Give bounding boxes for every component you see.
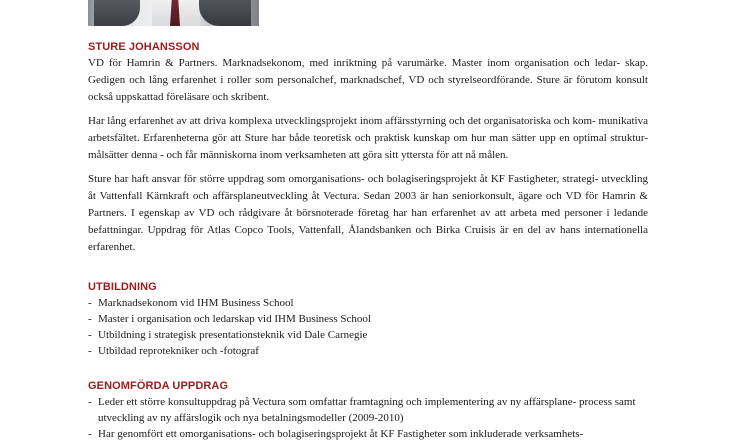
education-list bbox=[88, 295, 648, 359]
list-item: - Master i organisation och ledarskap vid IHM Business School bbox=[88, 313, 371, 325]
profile-photo bbox=[88, 0, 259, 26]
list-item: - Marknadsekonom vid IHM Business School bbox=[88, 297, 294, 309]
assignments-heading: GENOMFÖRDA UPPDRAG bbox=[88, 380, 229, 392]
document-body bbox=[88, 40, 648, 442]
bio-paragraph-2: Har lång erfarenhet av att driva komplexa utvecklingsprojekt inom affärsstyrning och det organisatoriska och kom- munikativa arbetsfältet. Erfarenheterna gör att Sture har både teoretisk och praktisk kunskap om hur man sätter upp en optimal struktur- målsätter denna - och får människorna inom verksamheten att göra sitt yttersta för att nå målen. bbox=[88, 115, 648, 161]
bio-paragraph-3: Sture har haft ansvar för större uppdrag som omorganisations- och bolagiseringsprojekt åt KF Fastigheter, strategi- utveckling åt Vattenfall Kärnkraft och affärsplaneutveckling åt Vectura. Sedan 2003 är han seniorkonsult, ägare och VD för Hamrin & Partners. I egenskap av VD och rådgivare åt börsnoterade företag har han erfarenhet av att arbeta med personer i ledande befattningar. Uppdrag för Atlas Copco Tools, Vattenfall, Ålandsbanken och Birka Cruisis är en del av hans internationella erfarenhet. bbox=[88, 173, 648, 253]
education-heading: UTBILDNING bbox=[88, 281, 157, 293]
photo-tie bbox=[170, 0, 180, 26]
bio-paragraph-1: VD för Hamrin & Partners. Marknadsekonom, med inriktning på varumärke. Master inom organisation och ledar- skap. Gedigen och lång erfarenhet i roller som personalchef, marknadschef, VD och styrelseordförande. Sture är förutom konsult också uppskattad föreläsare och skribent. bbox=[88, 57, 648, 103]
photo-suit-left bbox=[94, 0, 140, 26]
photo-suit-right bbox=[199, 0, 251, 26]
list-item: - Utbildning i strategisk presentationsteknik vid Dale Carnegie bbox=[88, 329, 368, 341]
list-item: - Leder ett större konsultuppdrag på Vectura som omfattar framtagning och implementering av ny affärsplane- process samt utveckling av ny affärslogik och nya betalningsmodeller (2009-2010) bbox=[88, 396, 636, 424]
person-name: STURE JOHANSSON bbox=[88, 41, 200, 53]
list-item: - Utbildad reprotekniker och -fotograf bbox=[88, 345, 259, 357]
assignments-list bbox=[88, 394, 648, 442]
list-item: - Har genomfört ett omorganisations- och bolagiseringsprojekt åt KF Fastigheter som inkluderade verksamhets- bbox=[88, 428, 584, 440]
